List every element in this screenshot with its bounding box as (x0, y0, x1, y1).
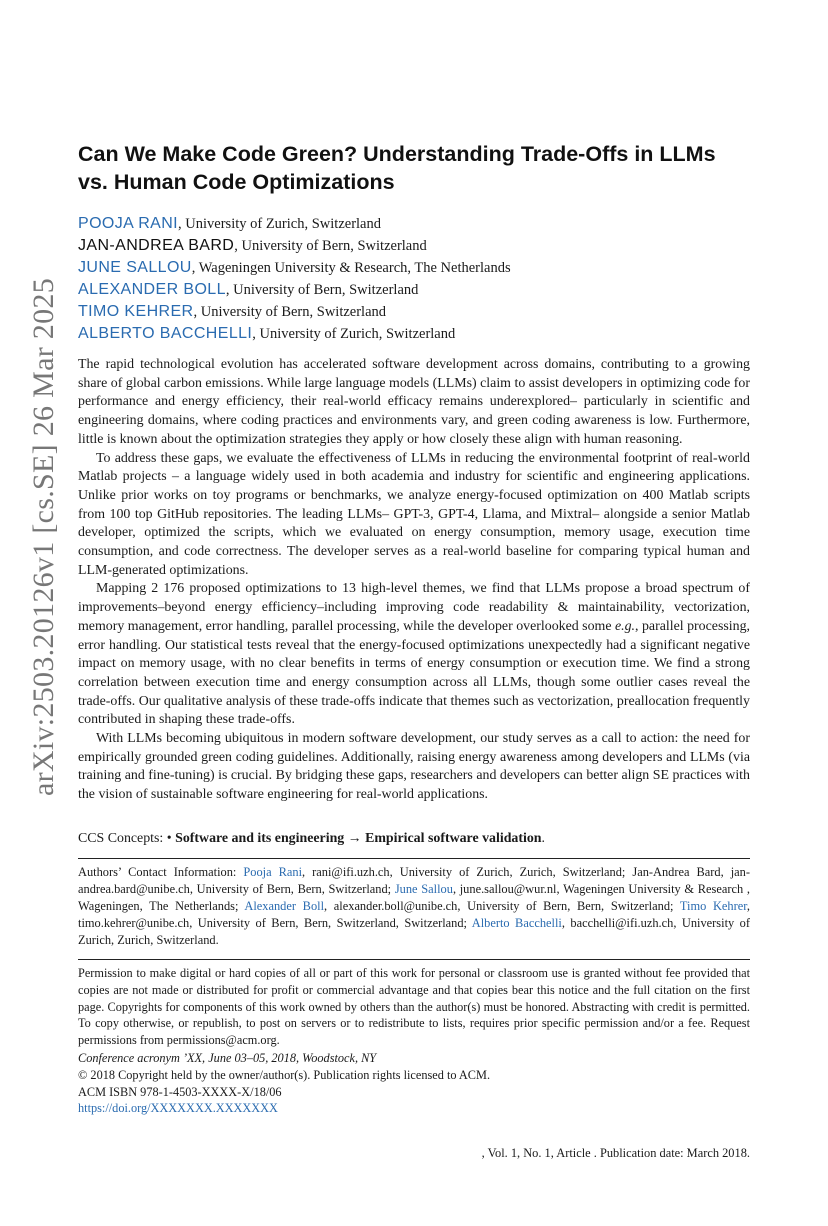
abstract-paragraph: To address these gaps, we evaluate the effectiveness of LLMs in reducing the environmental footprint of real-world Matlab projects – a language widely used in both academia and industry for scientific and engineering applications. Unlike prior works on toy programs or benchmarks, we analyze energy-focused optimization on 400 Matlab scripts from 100 top GitHub repositories. The leading LLMs– GPT-3, GPT-4, Llama, and Mixtral– alongside a senior Matlab developer, optimized the scripts, which we evaluated on energy consumption, memory usage, execution time consumption, and code correctness. The developer serves as a real-world baseline for comparing typical human and LLM-generated optimizations. (78, 450, 750, 578)
contact-author-link[interactable]: Alexander Boll (244, 899, 325, 914)
eg-abbreviation: e.g. (614, 618, 636, 634)
abstract-paragraph: Mapping 2 176 proposed optimizations to 13 high-level themes, we find that LLMs propose a broad spectrum of improvements–beyond energy efficiency–including improving code readability & maintainability, vectorization, memory management, error handling, parallel processing, while the developer overlooked some e.g., parallel processing, error handling. Our statistical tests reveal that the energy-focused optimizations unexpectedly had a significant negative impact on memory usage, with no clear benefits in terms of energy consumption or execution time. We find a strong correlation between execution time and energy consumption across all LLMs, though some outlier cases reveal the trade-offs. Our qualitative analysis of these trade-offs indicate that themes such as vectorization, preallocation frequently contributed in shaping these trade-offs. (78, 581, 750, 728)
author-affiliation: , University of Zurich, Switzerland (178, 216, 381, 232)
doi-link[interactable]: https://doi.org/XXXXXXX.XXXXXXX (78, 1101, 278, 1116)
author-name-link[interactable]: TIMO KEHRER (78, 303, 194, 320)
arxiv-identifier: arXiv:2503.20126v1 [cs.SE] 26 Mar 2025 (27, 277, 60, 797)
author-affiliation: , University of Zurich, Switzerland (252, 326, 456, 342)
author-list (78, 213, 750, 345)
author-affiliation: , University of Bern, Switzerland (225, 282, 419, 298)
author-contact-information: Authors’ Contact Information: Pooja Rani, rani@ifi.uzh.ch, University of Zurich, Zurich, Switzerland; Jan-Andrea Bard, jan-andrea.bard@unibe.ch, University of Bern, Bern, Switzerland; June Sallou, june.sallou@wur.nl, Wageningen University & Research , Wageningen, The Netherlands; Alexander Boll, alexander.boll@unibe.ch, University of Bern, Bern, Switzerland; Timo Kehrer, timo.kehrer@unibe.ch, University of Bern, Bern, Switzerland, Switzerland; Alberto Bacchelli, bacchelli@ifi.uzh.ch, University of Zurich, Zurich, Switzerland. (78, 865, 750, 948)
author-name-link[interactable]: ALEXANDER BOLL (78, 281, 226, 298)
abstract-paragraph: With LLMs becoming ubiquitous in modern software development, our study serves as a call to action: the need for empirically grounded green coding guidelines. Additionally, raising energy awareness among developers and LLMs (via training and fine-tuning) is crucial. By bridging these gaps, researchers and developers can better align SE practices with the vision of sustainable software engineering for real-world applications. (78, 731, 750, 803)
divider (78, 858, 750, 859)
author-entry (78, 257, 750, 279)
contact-author-link[interactable]: June Sallou (394, 882, 453, 897)
abstract (78, 356, 750, 805)
ccs-concepts: CCS Concepts: • Software and its engineering → Empirical software validation. (78, 831, 546, 846)
author-entry (78, 235, 750, 257)
author-entry (78, 213, 750, 235)
author-name-link[interactable]: ALBERTO BACCHELLI (78, 325, 253, 342)
paper-title: Can We Make Code Green? Understanding Trade-Offs in LLMs vs. Human Code Optimizations (78, 142, 716, 194)
divider (78, 959, 750, 960)
ccs-label: CCS Concepts: (78, 831, 167, 846)
contact-author-link[interactable]: Alberto Bacchelli (471, 916, 562, 931)
author-name-link[interactable]: JUNE SALLOU (78, 259, 192, 276)
publication-footer: , Vol. 1, No. 1, Article . Publication date: March 2018. (481, 1146, 750, 1160)
arxiv-stamp (18, 237, 70, 837)
author-name-link[interactable]: POOJA RANI (78, 215, 179, 232)
author-name: JAN-ANDREA BARD (78, 237, 235, 254)
contact-author-link[interactable]: Timo Kehrer (679, 899, 747, 914)
isbn: ACM ISBN 978-1-4503-XXXX-X/18/06 (78, 1084, 282, 1099)
author-entry (78, 279, 750, 301)
author-affiliation: , University of Bern, Switzerland (234, 238, 427, 254)
contact-author-link[interactable]: Pooja Rani (243, 865, 303, 879)
abstract-paragraph: The rapid technological evolution has accelerated software development across domains, contributing to a growing share of global carbon emissions. While large language models (LLMs) claim to assist developers in optimizing code for performance and energy efficiency, their real-world efficacy remains underexplored– particularly in scientific and engineering domains, where coding practices and environments vary, and green coding awareness is low. Furthermore, little is known about the optimization strategies they apply or how closely these align with human reasoning. (78, 357, 750, 447)
conference-info: Conference acronym ’XX, June 03–05, 2018, Woodstock, NY (78, 1050, 377, 1065)
author-entry (78, 301, 750, 323)
author-affiliation: , University of Bern, Switzerland (193, 304, 387, 320)
ccs-concept: Software and its engineering → Empirical software validation (175, 831, 542, 846)
author-entry (78, 323, 750, 345)
permission-block (78, 965, 750, 1117)
author-affiliation: , Wageningen University & Research, The Netherlands (191, 260, 511, 276)
copyright-notice: © 2018 Copyright held by the owner/author(s). Publication rights licensed to ACM. (78, 1067, 491, 1082)
permission-notice: Permission to make digital or hard copies of all or part of this work for personal or classroom use is granted without fee provided that copies are not made or distributed for profit or commercial advantage and that copies bear this notice and the full citation on the first page. Copyrights for components of this work owned by others than the author(s) must be honored. Abstracting with credit is permitted. To copy otherwise, or republish, to post on servers or to redistribute to lists, requires prior specific permission and/or a fee. Request permissions from permissions@acm.org. (78, 966, 750, 1048)
